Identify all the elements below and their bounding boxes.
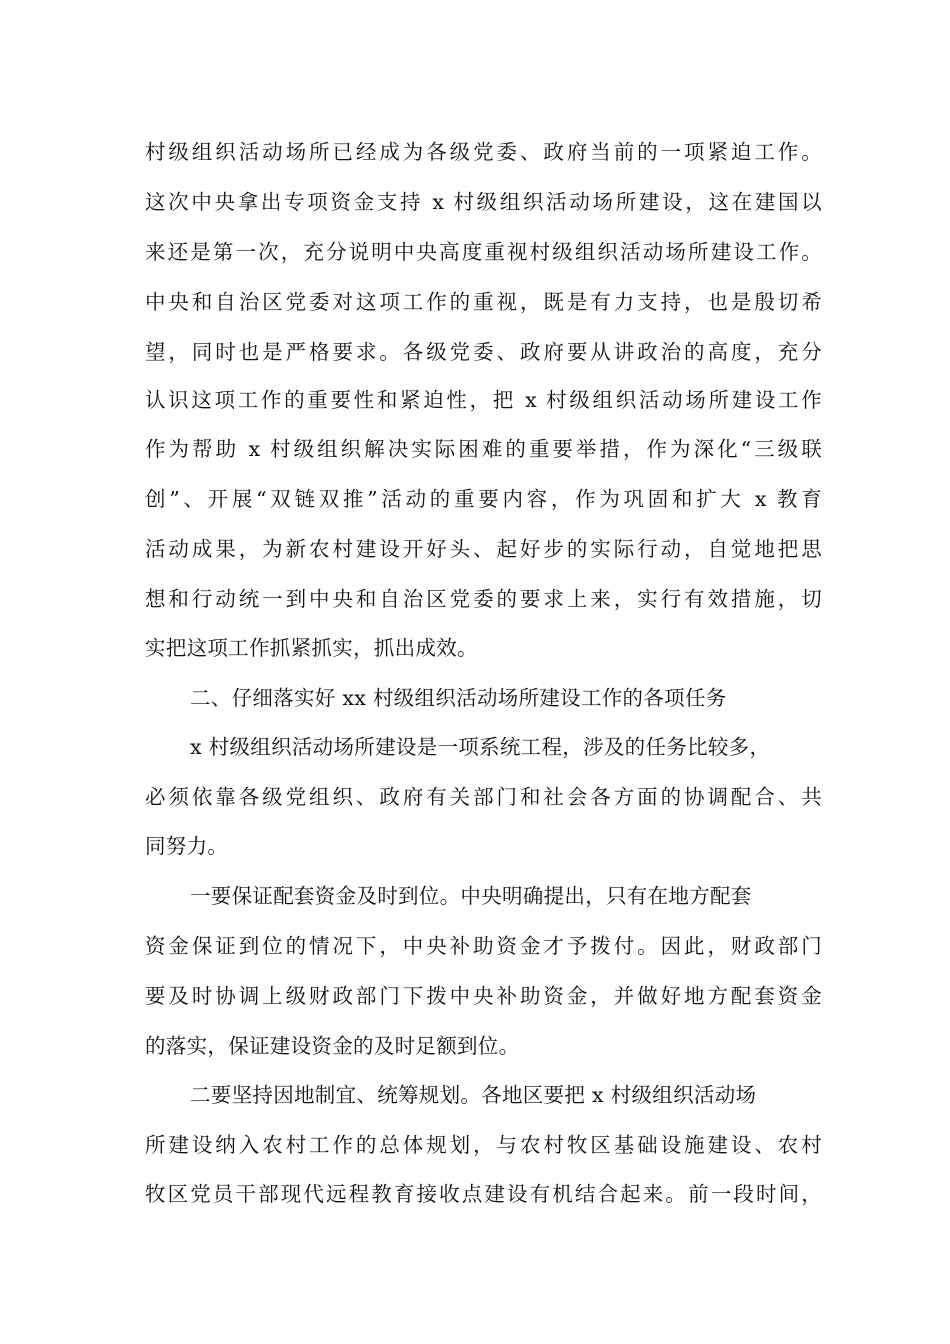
paragraph-line: 作为帮助 x 村级组织解决实际困难的重要举措，作为深化“三级联 (145, 437, 822, 461)
paragraph-line: 同努力。 (145, 834, 229, 858)
paragraph-line: 来还是第一次，充分说明中央高度重视村级组织活动场所建设工作。 (145, 240, 822, 264)
paragraph-line: 二要坚持因地制宜、统筹规划。各地区要把 x 村级组织活动场 (190, 1083, 757, 1107)
paragraph-line: 所建设纳入农村工作的总体规划，与农村牧区基础设施建设、农村 (145, 1133, 822, 1157)
paragraph-line: 实把这项工作抓紧抓实，抓出成效。 (145, 636, 478, 660)
paragraph-line: x 村级组织活动场所建设是一项系统工程，涉及的任务比较多， (190, 735, 771, 759)
paragraph-line: 想和行动统一到中央和自治区党委的要求上来，实行有效措施，切 (145, 587, 822, 611)
section-heading: 二、仔细落实好 xx 村级组织活动场所建设工作的各项任务 (190, 686, 727, 710)
paragraph-line: 一要保证配套资金及时到位。中央明确提出，只有在地方配套 (190, 884, 752, 908)
paragraph-line: 创”、开展“双链双推”活动的重要内容，作为巩固和扩大 x 教育 (145, 487, 822, 511)
paragraph-line: 要及时协调上级财政部门下拨中央补助资金，并做好地方配套资金 (145, 984, 822, 1008)
paragraph-line: 中央和自治区党委对这项工作的重视，既是有力支持，也是殷切希 (145, 290, 822, 314)
paragraph-line: 活动成果，为新农村建设开好头、起好步的实际行动，自觉地把思 (145, 537, 822, 561)
paragraph-line: 牧区党员干部现代远程教育接收点建设有机结合起来。前一段时间， (145, 1182, 822, 1206)
paragraph-line: 的落实，保证建设资金的及时足额到位。 (145, 1034, 520, 1058)
paragraph-line: 这次中央拿出专项资金支持 x 村级组织活动场所建设，这在建国以 (145, 190, 822, 214)
paragraph-line: 村级组织活动场所已经成为各级党委、政府当前的一项紧迫工作。 (145, 140, 822, 164)
paragraph-line: 资金保证到位的情况下，中央补助资金才予拨付。因此，财政部门 (145, 934, 822, 958)
paragraph-line: 必须依靠各级党组织、政府有关部门和社会各方面的协调配合、共 (145, 785, 822, 809)
paragraph-line: 望，同时也是严格要求。各级党委、政府要从讲政治的高度，充分 (145, 340, 822, 364)
paragraph-line: 认识这项工作的重要性和紧迫性，把 x 村级组织活动场所建设工作 (145, 388, 822, 412)
